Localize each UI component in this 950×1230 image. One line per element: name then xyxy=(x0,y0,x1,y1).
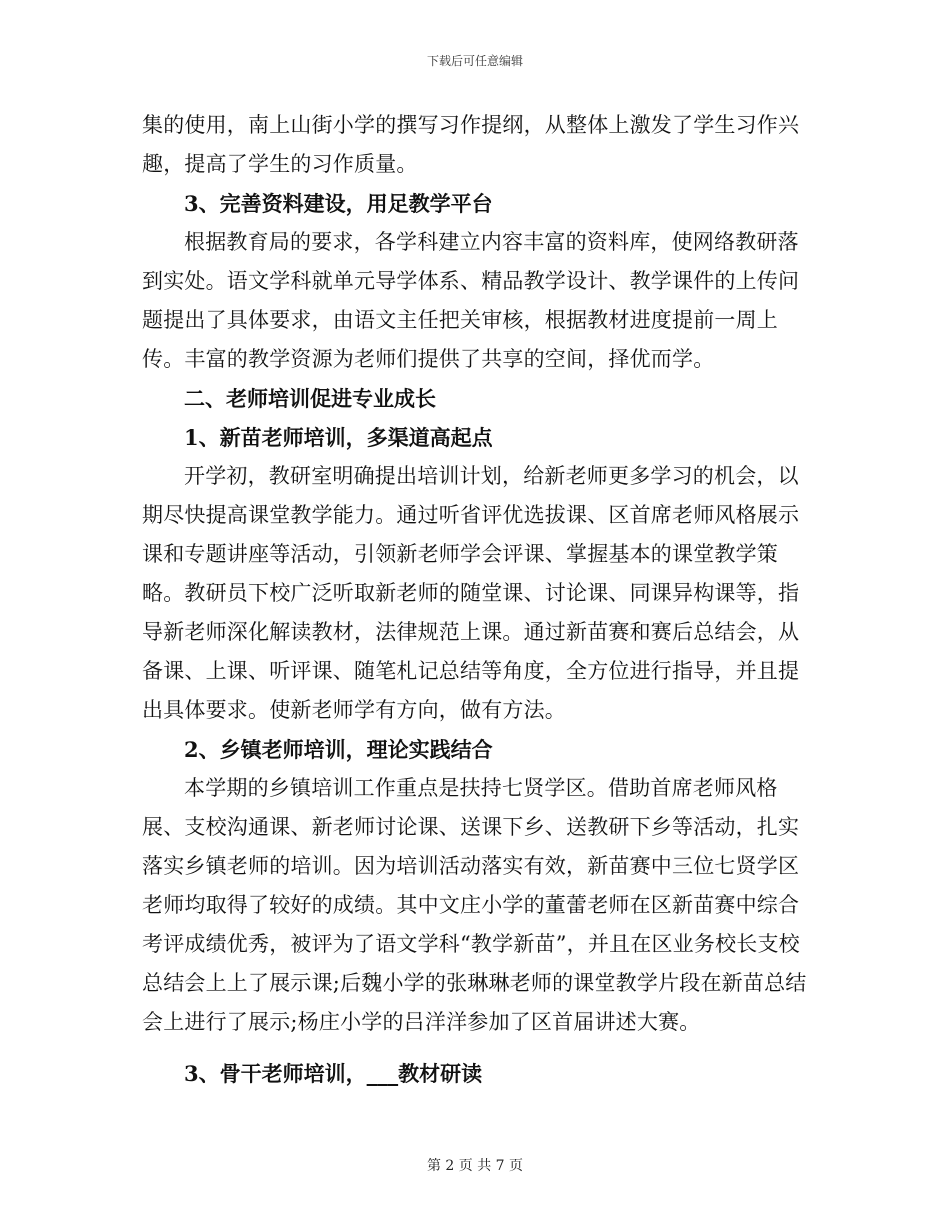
section-heading-1: 1、新苗老师培训，多渠道高起点 xyxy=(184,425,493,450)
section-heading-3b: 3、骨干老师培训，___教材研读 xyxy=(184,1061,483,1086)
document-body xyxy=(142,106,808,1093)
chapter-heading: 二、老师培训促进专业成长 xyxy=(184,386,436,411)
paragraph: 本学期的乡镇培训工作重点是扶持七贤学区。借助首席老师风格展、支校沟通课、新老师讨论课、送课下乡、送教研下乡等活动，扎实落实乡镇老师的培训。因为培训活动落实有效，新苗赛中三位七贤学区老师均取得了较好的成绩。其中文庄小学的董蕾老师在区新苗赛中综合考评成绩优秀，被评为了语文学科“教学新苗”，并且在区业务校长支校总结会上上了展示课;后魏小学的张琳琳老师的课堂教学片段在新苗总结会上进行了展示;杨庄小学的吕洋洋参加了区首届讲述大赛。 xyxy=(142,776,807,1034)
paragraph: 开学初，教研室明确提出培训计划，给新老师更多学习的机会，以期尽快提高课堂教学能力。通过听省评优选拔课、区首席老师风格展示课和专题讲座等活动，引领新老师学会评课、掌握基本的课堂教学策略。教研员下校广泛听取新老师的随堂课、讨论课、同课异构课等，指导新老师深化解读教材，法律规范上课。通过新苗赛和赛后总结会，从备课、上课、听评课、随笔札记总结等角度，全方位进行指导，并且提出具体要求。使新老师学有方向，做有方法。 xyxy=(142,464,800,722)
paragraph-continuation: 集的使用，南上山街小学的撰写习作提纲，从整体上激发了学生习作兴趣，提高了学生的习作质量。 xyxy=(142,113,800,176)
section-heading-2: 2、乡镇老师培训，理论实践结合 xyxy=(184,737,493,762)
section-heading-3: 3、完善资料建设，用足教学平台 xyxy=(184,191,493,216)
paragraph: 根据教育局的要求，各学科建立内容丰富的资料库，使网络教研落到实处。语文学科就单元导学体系、精品教学设计、教学课件的上传问题提出了具体要求，由语文主任把关审核，根据教材进度提前一周上传。丰富的教学资源为老师们提供了共享的空间，择优而学。 xyxy=(142,230,800,371)
page-header: 下载后可任意编辑 xyxy=(426,54,523,68)
page-footer: 第 2 页 共 7 页 xyxy=(426,1158,524,1174)
